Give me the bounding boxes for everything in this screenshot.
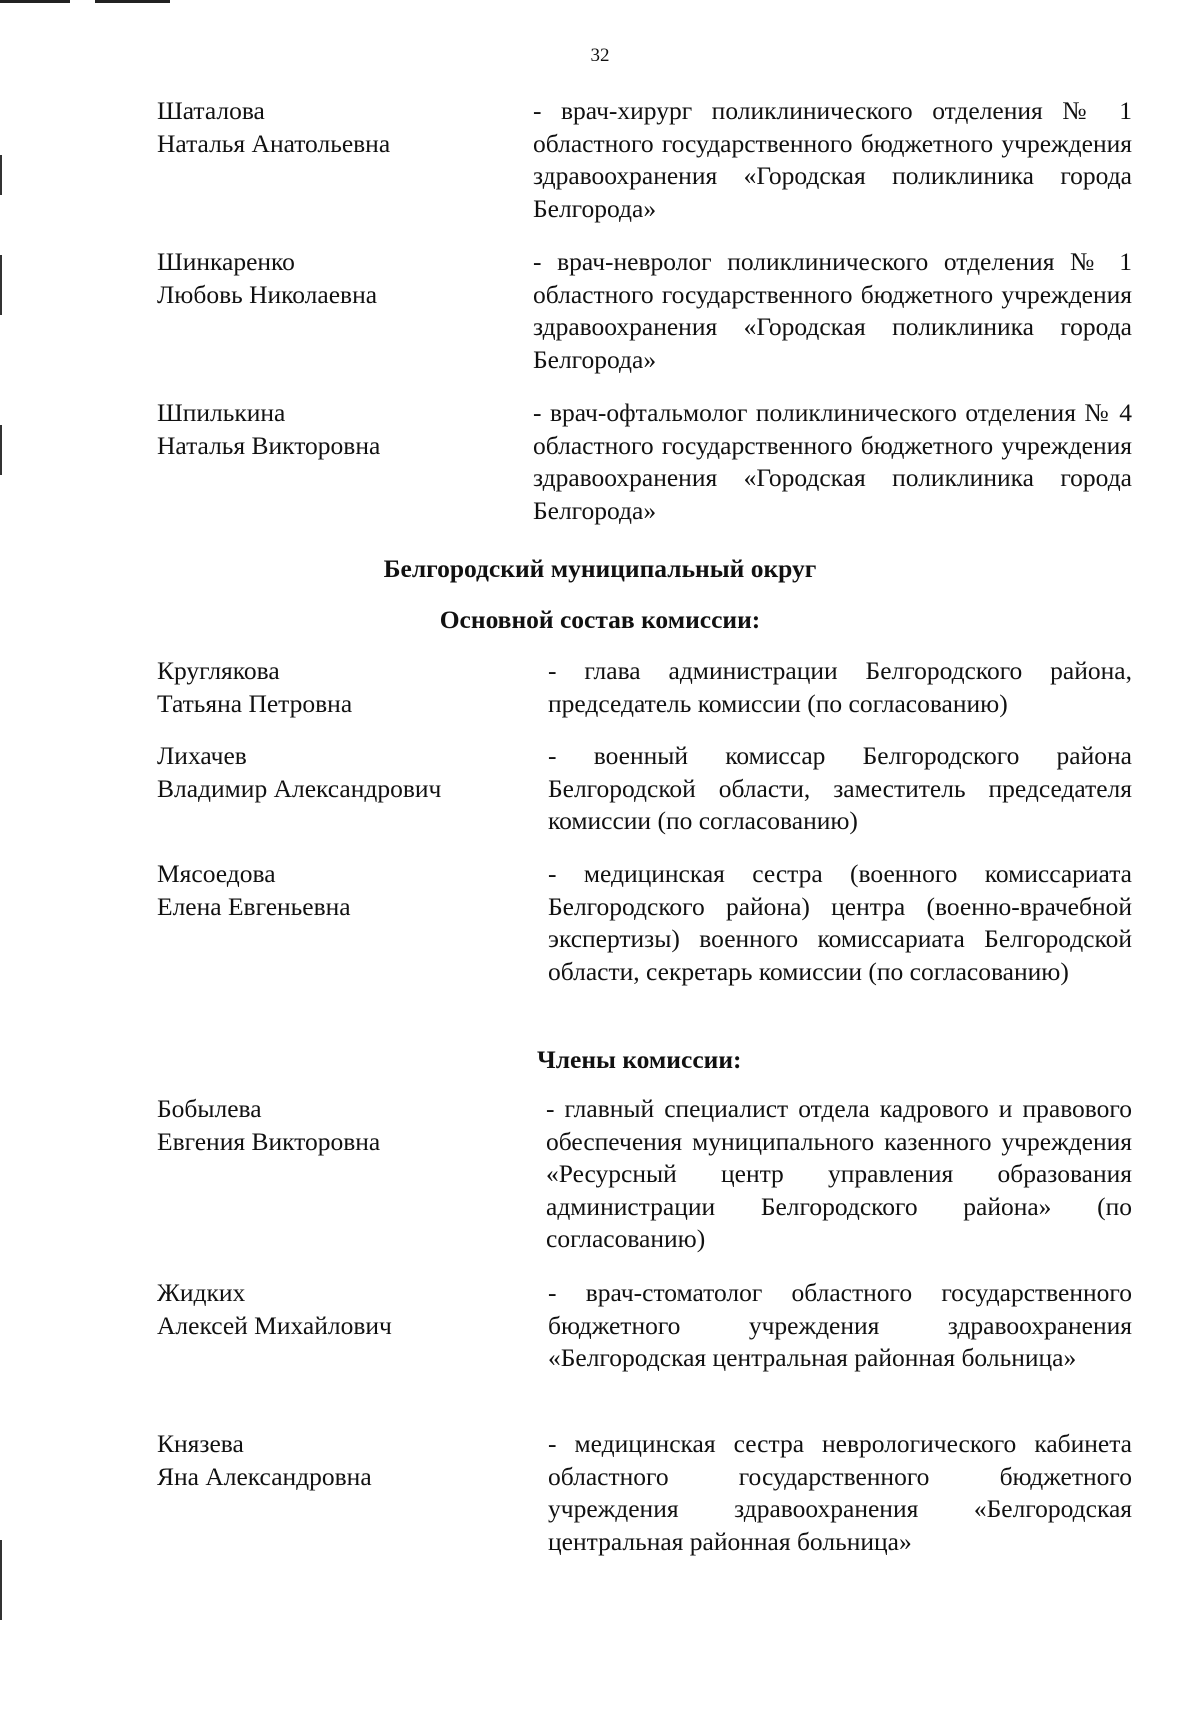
position-description: - медицинская сестра неврологического кабинета областного государственного бюджетного учреждения здравоохранения «Белгородская центральная районная больница» xyxy=(548,1429,1132,1556)
scan-edge-artifact xyxy=(95,0,170,3)
surname: Мясоедова xyxy=(157,859,276,888)
surname: Князева xyxy=(157,1429,244,1458)
scan-edge-artifact xyxy=(0,425,2,475)
person-name xyxy=(157,397,517,462)
given-names: Наталья Анатольевна xyxy=(157,128,391,158)
position-description: - главный специалист отдела кадрового и правового обеспечения муниципального казенного учреждения «Ресурсный центр управления образования администрации Белгородского района» (по согласованию) xyxy=(546,1094,1132,1253)
person-name xyxy=(157,1428,517,1493)
surname: Бобылева xyxy=(157,1094,262,1123)
surname: Лихачев xyxy=(157,741,247,770)
person-name xyxy=(157,95,517,160)
given-names: Татьяна Петровна xyxy=(157,688,353,718)
person-name xyxy=(157,655,517,720)
position-description: - глава администрации Белгородского района, председатель комиссии (по согласованию) xyxy=(548,656,1132,718)
scan-edge-artifact xyxy=(0,0,70,3)
position-description: - врач-стоматолог областного государственного бюджетного учреждения здравоохранения «Белгородская центральная районная больница» xyxy=(548,1278,1132,1372)
given-names: Любовь Николаевна xyxy=(157,279,378,309)
members-heading: Члены комиссии: xyxy=(537,1045,742,1074)
surname: Шинкаренко xyxy=(157,247,295,276)
surname: Шаталова xyxy=(157,96,265,125)
person-name xyxy=(157,1093,517,1158)
given-names: Евгения Викторовна xyxy=(157,1126,381,1156)
position-description: - военный комиссар Белгородского района Белгородской области, заместитель председателя комиссии (по согласованию) xyxy=(548,741,1132,835)
position-description: - врач-офтальмолог поликлинического отделения № 4 областного государственного бюджетного учреждения здравоохранения «Городская поликлиника города Белгорода» xyxy=(533,398,1132,525)
main-composition-heading: Основной состав комиссии: xyxy=(439,605,761,634)
person-name xyxy=(157,740,517,805)
person-name xyxy=(157,858,517,923)
scan-edge-artifact xyxy=(0,155,2,195)
scan-edge-artifact xyxy=(0,1540,2,1620)
person-name xyxy=(157,246,517,311)
position-description: - врач-хирург поликлинического отделения № 1 областного государственного бюджетного учреждения здравоохранения «Городская поликлиника города Белгорода» xyxy=(533,96,1132,223)
given-names: Елена Евгеньевна xyxy=(157,891,351,921)
page-number: 32 xyxy=(590,45,610,66)
scan-edge-artifact xyxy=(0,255,2,315)
given-names: Алексей Михайлович xyxy=(157,1310,392,1340)
given-names: Наталья Викторовна xyxy=(157,430,381,460)
given-names: Владимир Александрович xyxy=(157,773,442,803)
district-heading: Белгородский муниципальный округ xyxy=(383,554,817,583)
surname: Жидких xyxy=(157,1278,246,1307)
position-description: - врач-невролог поликлинического отделения № 1 областного государственного бюджетного учреждения здравоохранения «Городская поликлиника города Белгорода» xyxy=(533,247,1132,374)
position-description: - медицинская сестра (военного комиссариата Белгородского района) центра (военно-врачебной экспертизы) военного комиссариата Белгородской области, секретарь комиссии (по согласованию) xyxy=(548,859,1132,986)
surname: Шпилькина xyxy=(157,398,286,427)
given-names: Яна Александровна xyxy=(157,1461,372,1491)
surname: Круглякова xyxy=(157,656,280,685)
person-name xyxy=(157,1277,517,1342)
